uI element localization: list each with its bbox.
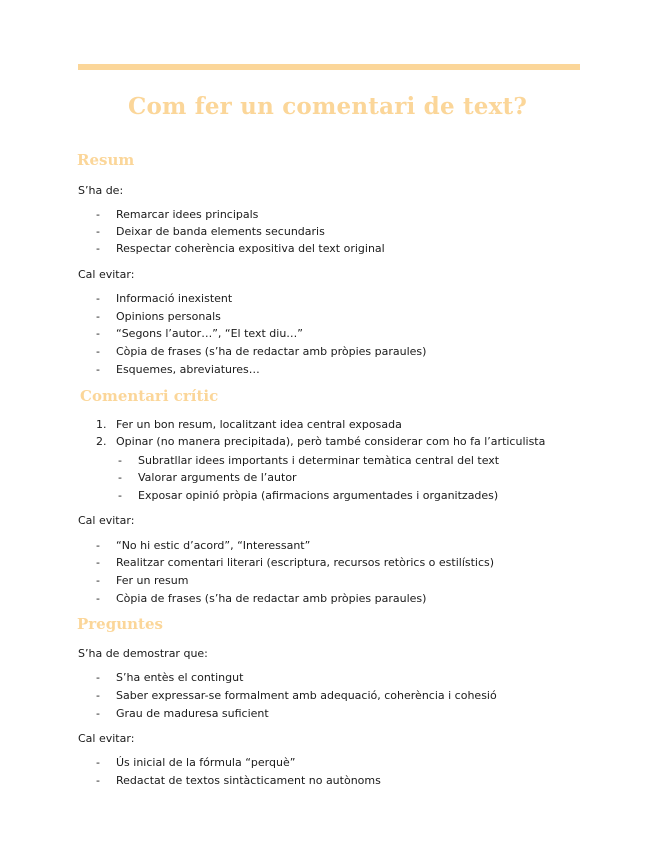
bullet-dash: - xyxy=(96,242,100,255)
list-item: Saber expressar-se formalment amb adequació, coherència i cohesió xyxy=(116,689,497,702)
bullet-dash: - xyxy=(96,774,100,787)
list-item: Deixar de banda elements secundaris xyxy=(116,225,325,238)
sub-list-item: Exposar opinió pròpia (afirmacions argumentades i organitzades) xyxy=(138,489,499,502)
list-item: S’ha entès el contingut xyxy=(116,671,244,684)
list-item: Opinions personals xyxy=(116,310,221,323)
bullet-dash: - xyxy=(96,592,100,605)
bullet-dash: - xyxy=(118,471,122,484)
list-item: Informació inexistent xyxy=(116,292,233,305)
list-item: Realitzar comentari literari (escriptura, recursos retòrics o estilístics) xyxy=(116,556,495,569)
bullet-dash: - xyxy=(96,574,100,587)
preguntes-avoid-intro: Cal evitar: xyxy=(78,732,135,745)
list-item: “No hi estic d’acord”, “Interessant” xyxy=(116,539,311,552)
list-item: Grau de maduresa suficient xyxy=(116,707,269,720)
resum-avoid-intro: Cal evitar: xyxy=(78,268,135,281)
page-title: Com fer un comentari de text? xyxy=(127,93,528,120)
list-item: Remarcar idees principals xyxy=(116,208,259,221)
bullet-dash: - xyxy=(118,454,122,467)
list-item: “Segons l’autor…”, “El text diu…” xyxy=(116,327,303,340)
heading-comentari-critic: Comentari crític xyxy=(80,387,219,405)
bullet-dash: - xyxy=(118,489,122,502)
bullet-dash: - xyxy=(96,756,100,769)
top-rule xyxy=(78,64,580,70)
preguntes-must-intro: S’ha de demostrar que: xyxy=(78,647,208,660)
numbered-item: Opinar (no manera precipitada), però també considerar com ho fa l’articulista xyxy=(116,435,546,448)
bullet-dash: - xyxy=(96,292,100,305)
bullet-dash: - xyxy=(96,327,100,340)
heading-resum: Resum xyxy=(77,151,135,169)
bullet-dash: - xyxy=(96,345,100,358)
bullet-dash: - xyxy=(96,689,100,702)
list-item: Fer un resum xyxy=(116,574,189,587)
bullet-dash: - xyxy=(96,539,100,552)
bullet-dash: - xyxy=(96,225,100,238)
list-item: Còpia de frases (s’ha de redactar amb pròpies paraules) xyxy=(116,345,427,358)
heading-preguntes: Preguntes xyxy=(77,615,163,633)
bullet-dash: - xyxy=(96,707,100,720)
bullet-dash: - xyxy=(96,363,100,376)
bullet-dash: - xyxy=(96,556,100,569)
list-item: Respectar coherència expositiva del text original xyxy=(116,242,385,255)
comentari-avoid-intro: Cal evitar: xyxy=(78,514,135,527)
list-item: Redactat de textos sintàcticament no autònoms xyxy=(116,774,381,787)
number-marker-1: 1. xyxy=(96,418,107,431)
list-item: Esquemes, abreviatures… xyxy=(116,363,260,376)
bullet-dash: - xyxy=(96,208,100,221)
sub-list-item: Valorar arguments de l’autor xyxy=(138,471,297,484)
list-item: Ús inicial de la fórmula “perquè” xyxy=(116,756,296,769)
list-item: Còpia de frases (s’ha de redactar amb pròpies paraules) xyxy=(116,592,427,605)
resum-must-intro: S’ha de: xyxy=(78,184,124,197)
number-marker-2: 2. xyxy=(96,435,107,448)
bullet-dash: - xyxy=(96,671,100,684)
numbered-item: Fer un bon resum, localitzant idea central exposada xyxy=(116,418,402,431)
sub-list-item: Subratllar idees importants i determinar temàtica central del text xyxy=(138,454,500,467)
bullet-dash: - xyxy=(96,310,100,323)
